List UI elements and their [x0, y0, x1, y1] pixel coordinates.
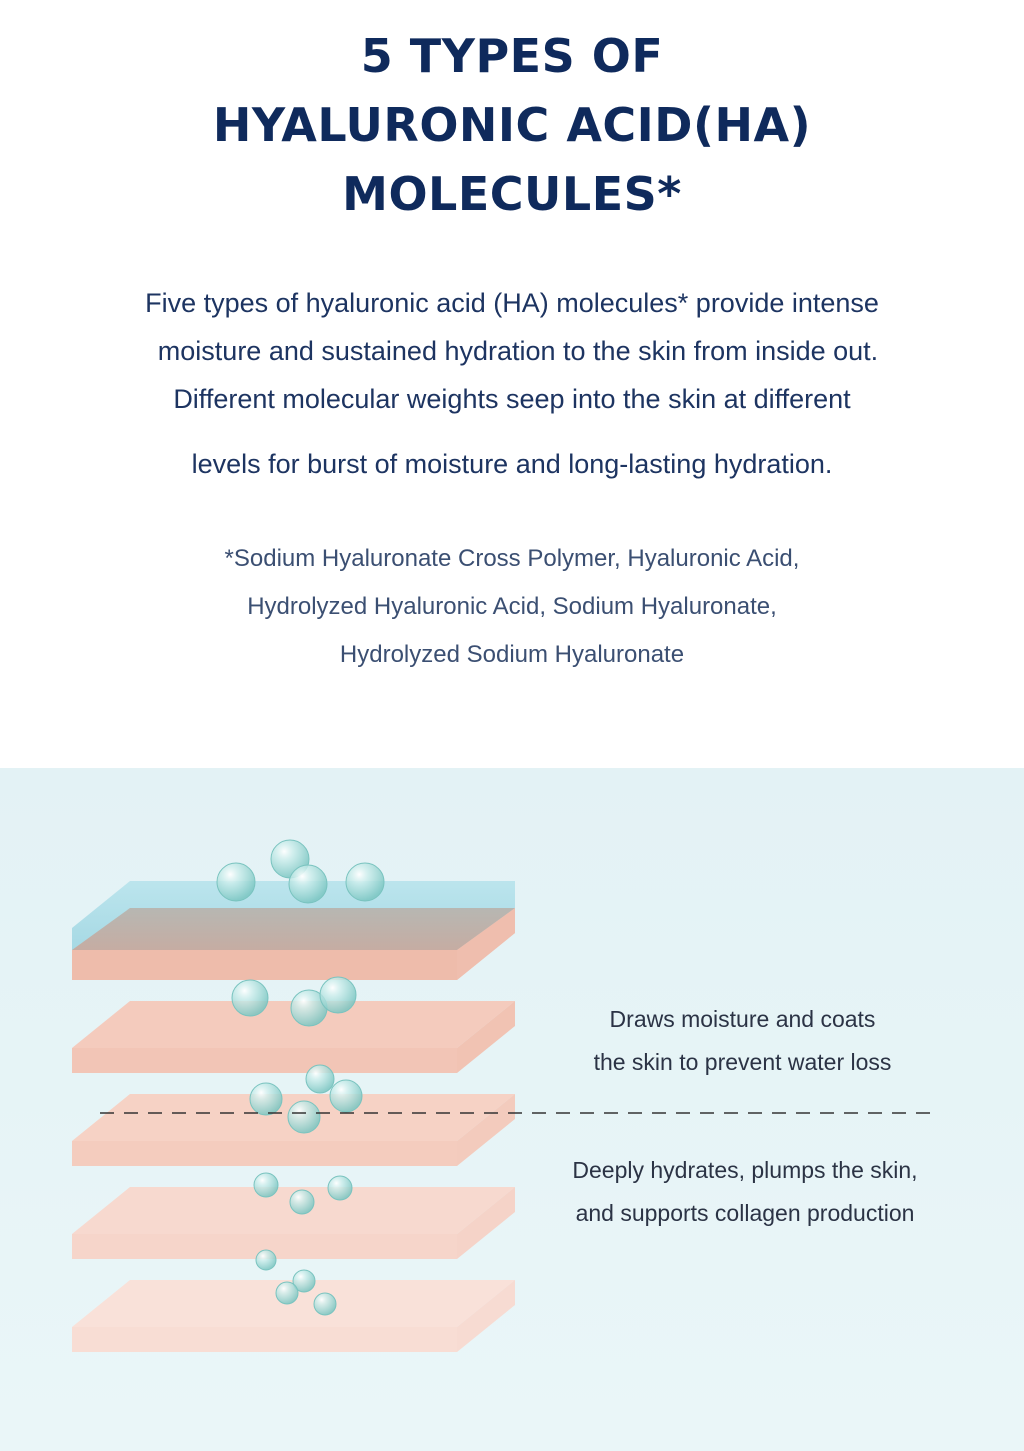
intro-line-4: levels for burst of moisture and long-lasting hydration. — [191, 449, 833, 479]
ingredients-line-1: *Sodium Hyaluronate Cross Polymer, Hyaluronic Acid, — [224, 545, 800, 572]
page-title — [0, 22, 1024, 229]
upper-note-line-1: Draws moisture and coats — [609, 1006, 876, 1032]
title-line-2: HYALURONIC ACID(HA) — [212, 98, 812, 152]
intro-line-1: Five types of hyaluronic acid (HA) molecules* provide intense — [145, 288, 879, 318]
skin-layers-illustration — [0, 768, 1024, 1451]
upper-layer-note — [560, 998, 925, 1084]
upper-note-line-2: the skin to prevent water loss — [593, 1049, 892, 1075]
ingredients-footnote — [0, 535, 1024, 679]
lower-note-line-2: and supports collagen production — [575, 1200, 915, 1226]
title-line-3: MOLECULES* — [342, 167, 682, 221]
lower-layer-note — [545, 1149, 945, 1235]
lower-note-line-1: Deeply hydrates, plumps the skin, — [572, 1157, 918, 1183]
skin-layers-panel — [0, 768, 1024, 1451]
ingredients-line-3: Hydrolyzed Sodium Hyaluronate — [339, 641, 685, 668]
intro-line-3: Different molecular weights seep into the skin at different — [173, 384, 851, 414]
intro-line-2: moisture and sustained hydration to the skin from inside out. — [157, 336, 879, 366]
ingredients-line-2: Hydrolyzed Hyaluronic Acid, Sodium Hyaluronate, — [247, 593, 777, 620]
title-line-1: 5 TYPES OF — [360, 29, 664, 83]
